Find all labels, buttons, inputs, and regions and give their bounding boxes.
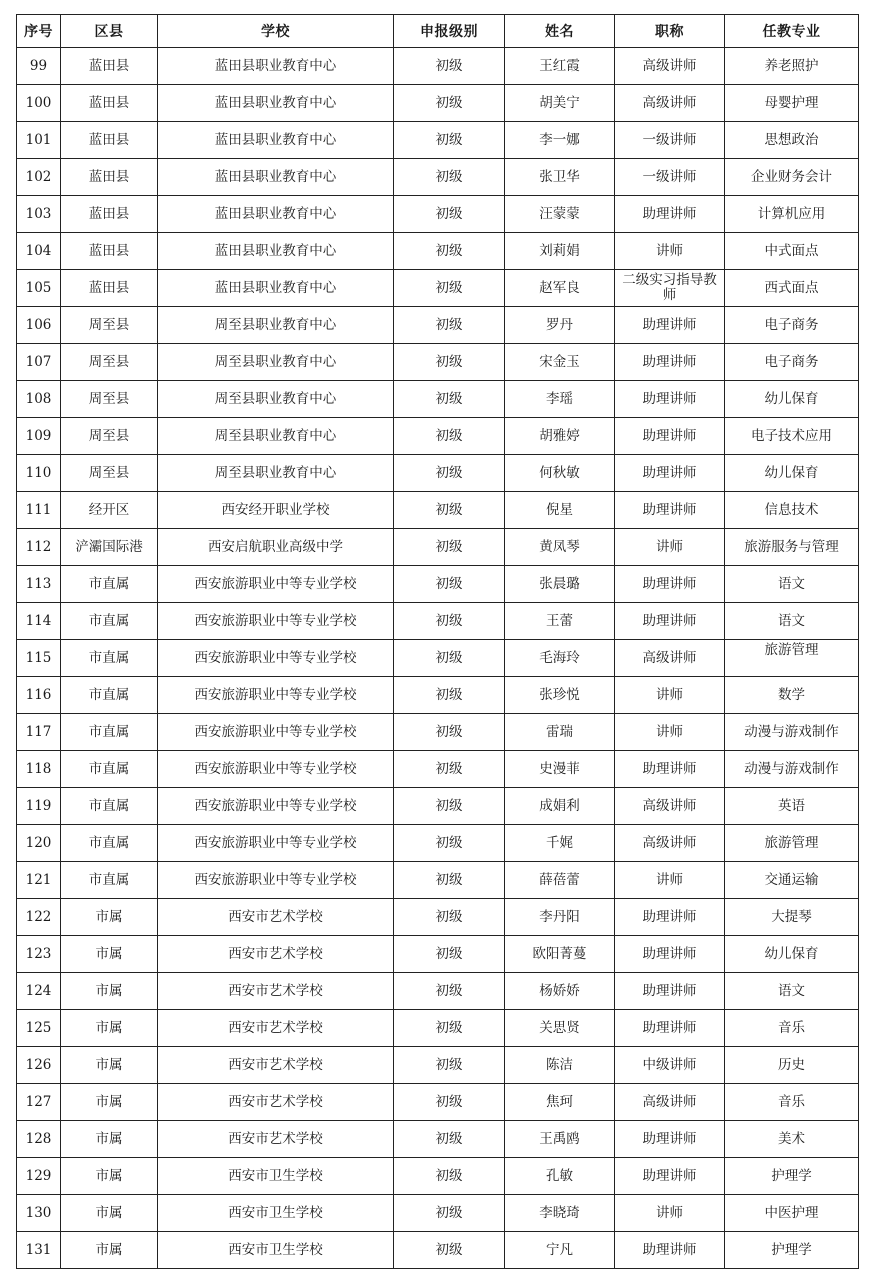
level-cell: 初级	[394, 122, 505, 159]
subject-cell: 旅游服务与管理	[725, 529, 859, 566]
table-row	[17, 1232, 859, 1269]
index-cell: 127	[17, 1084, 61, 1121]
title-cell: 讲师	[615, 677, 725, 714]
table-row	[17, 418, 859, 455]
level-cell: 初级	[394, 196, 505, 233]
district-cell: 市属	[61, 1232, 158, 1269]
table-row	[17, 122, 859, 159]
table-row	[17, 381, 859, 418]
title-cell: 高级讲师	[615, 640, 725, 677]
district-cell: 市属	[61, 899, 158, 936]
index-cell: 106	[17, 307, 61, 344]
level-cell: 初级	[394, 751, 505, 788]
school-cell: 西安市艺术学校	[158, 1084, 394, 1121]
index-cell: 125	[17, 1010, 61, 1047]
table-row	[17, 1047, 859, 1084]
level-cell: 初级	[394, 1121, 505, 1158]
level-cell: 初级	[394, 455, 505, 492]
index-cell: 102	[17, 159, 61, 196]
table-row	[17, 566, 859, 603]
subject-cell: 动漫与游戏制作	[725, 751, 859, 788]
subject-cell: 音乐	[725, 1084, 859, 1121]
header-school: 学校	[158, 15, 394, 48]
index-cell: 115	[17, 640, 61, 677]
subject-cell: 数学	[725, 677, 859, 714]
title-cell: 高级讲师	[615, 825, 725, 862]
name-cell: 李一娜	[505, 122, 615, 159]
level-cell: 初级	[394, 85, 505, 122]
district-cell: 市直属	[61, 640, 158, 677]
table-row	[17, 1010, 859, 1047]
subject-cell: 交通运输	[725, 862, 859, 899]
school-cell: 西安旅游职业中等专业学校	[158, 714, 394, 751]
title-cell: 助理讲师	[615, 566, 725, 603]
level-cell: 初级	[394, 936, 505, 973]
header-index: 序号	[17, 15, 61, 48]
name-cell: 李晓琦	[505, 1195, 615, 1232]
school-cell: 蓝田县职业教育中心	[158, 48, 394, 85]
name-cell: 宋金玉	[505, 344, 615, 381]
title-cell: 助理讲师	[615, 307, 725, 344]
name-cell: 张珍悦	[505, 677, 615, 714]
title-cell: 讲师	[615, 233, 725, 270]
school-cell: 周至县职业教育中心	[158, 381, 394, 418]
title-cell: 助理讲师	[615, 381, 725, 418]
name-cell: 王红霞	[505, 48, 615, 85]
name-cell: 陈洁	[505, 1047, 615, 1084]
table-row	[17, 233, 859, 270]
title-cell: 助理讲师	[615, 418, 725, 455]
index-cell: 112	[17, 529, 61, 566]
level-cell: 初级	[394, 1195, 505, 1232]
table-row	[17, 640, 859, 677]
header-subject: 任教专业	[725, 15, 859, 48]
district-cell: 蓝田县	[61, 159, 158, 196]
table-row	[17, 677, 859, 714]
district-cell: 市属	[61, 1010, 158, 1047]
name-cell: 李瑶	[505, 381, 615, 418]
district-cell: 市属	[61, 1158, 158, 1195]
title-cell: 中级讲师	[615, 1047, 725, 1084]
subject-cell: 历史	[725, 1047, 859, 1084]
subject-cell: 中式面点	[725, 233, 859, 270]
level-cell: 初级	[394, 529, 505, 566]
subject-cell: 幼儿保育	[725, 381, 859, 418]
school-cell: 西安市艺术学校	[158, 1047, 394, 1084]
name-cell: 杨娇娇	[505, 973, 615, 1010]
name-cell: 倪星	[505, 492, 615, 529]
name-cell: 汪蒙蒙	[505, 196, 615, 233]
subject-cell: 幼儿保育	[725, 936, 859, 973]
index-cell: 122	[17, 899, 61, 936]
name-cell: 雷瑞	[505, 714, 615, 751]
name-cell: 宁凡	[505, 1232, 615, 1269]
subject-cell: 语文	[725, 603, 859, 640]
district-cell: 浐灞国际港	[61, 529, 158, 566]
header-district: 区县	[61, 15, 158, 48]
district-cell: 市属	[61, 1121, 158, 1158]
name-cell: 孔敏	[505, 1158, 615, 1195]
header-name: 姓名	[505, 15, 615, 48]
table-row	[17, 270, 859, 307]
table-row	[17, 751, 859, 788]
school-cell: 西安启航职业高级中学	[158, 529, 394, 566]
index-cell: 129	[17, 1158, 61, 1195]
index-cell: 120	[17, 825, 61, 862]
title-cell: 二级实习指导教师	[615, 270, 725, 307]
school-cell: 西安旅游职业中等专业学校	[158, 566, 394, 603]
school-cell: 西安市艺术学校	[158, 936, 394, 973]
subject-cell: 母婴护理	[725, 85, 859, 122]
index-cell: 113	[17, 566, 61, 603]
name-cell: 张晨璐	[505, 566, 615, 603]
subject-cell: 计算机应用	[725, 196, 859, 233]
title-cell: 一级讲师	[615, 122, 725, 159]
name-cell: 焦珂	[505, 1084, 615, 1121]
title-cell: 助理讲师	[615, 1121, 725, 1158]
index-cell: 124	[17, 973, 61, 1010]
subject-cell: 护理学	[725, 1232, 859, 1269]
title-cell: 讲师	[615, 862, 725, 899]
school-cell: 西安旅游职业中等专业学校	[158, 825, 394, 862]
index-cell: 105	[17, 270, 61, 307]
table-row	[17, 899, 859, 936]
name-cell: 成娟利	[505, 788, 615, 825]
level-cell: 初级	[394, 492, 505, 529]
level-cell: 初级	[394, 233, 505, 270]
title-cell: 高级讲师	[615, 788, 725, 825]
index-cell: 111	[17, 492, 61, 529]
subject-cell: 电子商务	[725, 307, 859, 344]
district-cell: 市直属	[61, 714, 158, 751]
district-cell: 市直属	[61, 751, 158, 788]
title-cell: 高级讲师	[615, 48, 725, 85]
table-row	[17, 307, 859, 344]
district-cell: 市属	[61, 936, 158, 973]
subject-cell: 思想政治	[725, 122, 859, 159]
header-row	[17, 15, 859, 48]
district-cell: 蓝田县	[61, 85, 158, 122]
level-cell: 初级	[394, 973, 505, 1010]
subject-cell: 西式面点	[725, 270, 859, 307]
header-level: 申报级别	[394, 15, 505, 48]
district-cell: 市属	[61, 1084, 158, 1121]
title-cell: 助理讲师	[615, 1010, 725, 1047]
table-row	[17, 48, 859, 85]
level-cell: 初级	[394, 566, 505, 603]
school-cell: 蓝田县职业教育中心	[158, 85, 394, 122]
title-cell: 高级讲师	[615, 1084, 725, 1121]
name-cell: 刘莉娟	[505, 233, 615, 270]
table-row	[17, 788, 859, 825]
index-cell: 121	[17, 862, 61, 899]
district-cell: 周至县	[61, 307, 158, 344]
index-cell: 100	[17, 85, 61, 122]
name-cell: 关思贤	[505, 1010, 615, 1047]
subject-cell: 英语	[725, 788, 859, 825]
title-cell: 讲师	[615, 1195, 725, 1232]
table-row	[17, 85, 859, 122]
title-cell: 助理讲师	[615, 973, 725, 1010]
level-cell: 初级	[394, 307, 505, 344]
school-cell: 周至县职业教育中心	[158, 307, 394, 344]
title-cell: 助理讲师	[615, 344, 725, 381]
school-cell: 西安旅游职业中等专业学校	[158, 751, 394, 788]
title-cell: 助理讲师	[615, 751, 725, 788]
index-cell: 117	[17, 714, 61, 751]
district-cell: 市直属	[61, 862, 158, 899]
name-cell: 张卫华	[505, 159, 615, 196]
table-row	[17, 825, 859, 862]
subject-cell: 音乐	[725, 1010, 859, 1047]
level-cell: 初级	[394, 677, 505, 714]
school-cell: 西安市艺术学校	[158, 899, 394, 936]
school-cell: 西安旅游职业中等专业学校	[158, 603, 394, 640]
table-row	[17, 603, 859, 640]
district-cell: 市属	[61, 1047, 158, 1084]
district-cell: 蓝田县	[61, 270, 158, 307]
school-cell: 周至县职业教育中心	[158, 455, 394, 492]
district-cell: 周至县	[61, 455, 158, 492]
school-cell: 西安旅游职业中等专业学校	[158, 862, 394, 899]
level-cell: 初级	[394, 48, 505, 85]
level-cell: 初级	[394, 603, 505, 640]
title-cell: 助理讲师	[615, 1158, 725, 1195]
title-cell: 助理讲师	[615, 1232, 725, 1269]
title-cell: 高级讲师	[615, 85, 725, 122]
name-cell: 史漫菲	[505, 751, 615, 788]
index-cell: 131	[17, 1232, 61, 1269]
subject-cell: 语文	[725, 566, 859, 603]
title-cell: 讲师	[615, 529, 725, 566]
level-cell: 初级	[394, 862, 505, 899]
table-row	[17, 159, 859, 196]
school-cell: 西安旅游职业中等专业学校	[158, 640, 394, 677]
subject-cell: 企业财务会计	[725, 159, 859, 196]
name-cell: 薛蓓蕾	[505, 862, 615, 899]
district-cell: 市直属	[61, 825, 158, 862]
school-cell: 蓝田县职业教育中心	[158, 122, 394, 159]
table-body	[17, 48, 859, 1269]
subject-cell: 护理学	[725, 1158, 859, 1195]
roster-table	[16, 14, 859, 1269]
district-cell: 周至县	[61, 418, 158, 455]
level-cell: 初级	[394, 640, 505, 677]
table-row	[17, 344, 859, 381]
subject-cell: 动漫与游戏制作	[725, 714, 859, 751]
index-cell: 101	[17, 122, 61, 159]
table-row	[17, 862, 859, 899]
level-cell: 初级	[394, 1010, 505, 1047]
table-row	[17, 492, 859, 529]
district-cell: 市属	[61, 1195, 158, 1232]
level-cell: 初级	[394, 381, 505, 418]
district-cell: 周至县	[61, 381, 158, 418]
name-cell: 罗丹	[505, 307, 615, 344]
school-cell: 周至县职业教育中心	[158, 418, 394, 455]
table-row	[17, 1158, 859, 1195]
table-row	[17, 973, 859, 1010]
name-cell: 何秋敏	[505, 455, 615, 492]
district-cell: 市属	[61, 973, 158, 1010]
school-cell: 周至县职业教育中心	[158, 344, 394, 381]
title-cell: 助理讲师	[615, 899, 725, 936]
name-cell: 黄凤琴	[505, 529, 615, 566]
district-cell: 经开区	[61, 492, 158, 529]
index-cell: 123	[17, 936, 61, 973]
level-cell: 初级	[394, 270, 505, 307]
level-cell: 初级	[394, 418, 505, 455]
name-cell: 王禹鸥	[505, 1121, 615, 1158]
school-cell: 西安市卫生学校	[158, 1158, 394, 1195]
level-cell: 初级	[394, 714, 505, 751]
school-cell: 西安市艺术学校	[158, 973, 394, 1010]
table-row	[17, 1084, 859, 1121]
subject-cell: 大提琴	[725, 899, 859, 936]
subject-text: 旅游管理	[764, 641, 819, 658]
level-cell: 初级	[394, 788, 505, 825]
school-cell: 蓝田县职业教育中心	[158, 233, 394, 270]
name-cell: 王蕾	[505, 603, 615, 640]
table-row	[17, 936, 859, 973]
subject-cell: 信息技术	[725, 492, 859, 529]
title-cell: 助理讲师	[615, 455, 725, 492]
index-cell: 116	[17, 677, 61, 714]
subject-cell: 电子技术应用	[725, 418, 859, 455]
title-cell: 一级讲师	[615, 159, 725, 196]
name-cell: 胡雅婷	[505, 418, 615, 455]
subject-cell: 中医护理	[725, 1195, 859, 1232]
table-row	[17, 455, 859, 492]
district-cell: 市直属	[61, 788, 158, 825]
index-cell: 107	[17, 344, 61, 381]
subject-cell: 幼儿保育	[725, 455, 859, 492]
name-cell: 胡美宁	[505, 85, 615, 122]
school-cell: 西安市艺术学校	[158, 1121, 394, 1158]
index-cell: 103	[17, 196, 61, 233]
school-cell: 西安经开职业学校	[158, 492, 394, 529]
district-cell: 市直属	[61, 603, 158, 640]
level-cell: 初级	[394, 1084, 505, 1121]
name-cell: 欧阳菁蔓	[505, 936, 615, 973]
table-row	[17, 714, 859, 751]
title-cell: 助理讲师	[615, 936, 725, 973]
index-cell: 99	[17, 48, 61, 85]
index-cell: 109	[17, 418, 61, 455]
school-cell: 蓝田县职业教育中心	[158, 159, 394, 196]
index-cell: 108	[17, 381, 61, 418]
index-cell: 114	[17, 603, 61, 640]
level-cell: 初级	[394, 899, 505, 936]
name-cell: 李丹阳	[505, 899, 615, 936]
school-cell: 蓝田县职业教育中心	[158, 270, 394, 307]
name-cell: 毛海玲	[505, 640, 615, 677]
level-cell: 初级	[394, 1232, 505, 1269]
table-row	[17, 196, 859, 233]
district-cell: 蓝田县	[61, 196, 158, 233]
level-cell: 初级	[394, 159, 505, 196]
index-cell: 126	[17, 1047, 61, 1084]
index-cell: 128	[17, 1121, 61, 1158]
subject-cell: 电子商务	[725, 344, 859, 381]
table-row	[17, 529, 859, 566]
subject-cell: 旅游管理	[725, 825, 859, 862]
index-cell: 110	[17, 455, 61, 492]
school-cell: 蓝田县职业教育中心	[158, 196, 394, 233]
subject-cell	[725, 640, 859, 677]
table-row	[17, 1121, 859, 1158]
school-cell: 西安市艺术学校	[158, 1010, 394, 1047]
district-cell: 市直属	[61, 677, 158, 714]
level-cell: 初级	[394, 825, 505, 862]
title-cell: 讲师	[615, 714, 725, 751]
school-cell: 西安旅游职业中等专业学校	[158, 677, 394, 714]
level-cell: 初级	[394, 344, 505, 381]
index-cell: 119	[17, 788, 61, 825]
district-cell: 市直属	[61, 566, 158, 603]
district-cell: 蓝田县	[61, 122, 158, 159]
level-cell: 初级	[394, 1158, 505, 1195]
district-cell: 周至县	[61, 344, 158, 381]
index-cell: 118	[17, 751, 61, 788]
subject-cell: 美术	[725, 1121, 859, 1158]
index-cell: 130	[17, 1195, 61, 1232]
name-cell: 赵军良	[505, 270, 615, 307]
title-cell: 助理讲师	[615, 603, 725, 640]
school-cell: 西安旅游职业中等专业学校	[158, 788, 394, 825]
school-cell: 西安市卫生学校	[158, 1232, 394, 1269]
title-cell: 助理讲师	[615, 492, 725, 529]
title-cell: 助理讲师	[615, 196, 725, 233]
name-cell: 千娓	[505, 825, 615, 862]
school-cell: 西安市卫生学校	[158, 1195, 394, 1232]
level-cell: 初级	[394, 1047, 505, 1084]
table-row	[17, 1195, 859, 1232]
index-cell: 104	[17, 233, 61, 270]
district-cell: 蓝田县	[61, 48, 158, 85]
subject-cell: 养老照护	[725, 48, 859, 85]
district-cell: 蓝田县	[61, 233, 158, 270]
table-header	[17, 15, 859, 48]
subject-cell: 语文	[725, 973, 859, 1010]
header-title: 职称	[615, 15, 725, 48]
